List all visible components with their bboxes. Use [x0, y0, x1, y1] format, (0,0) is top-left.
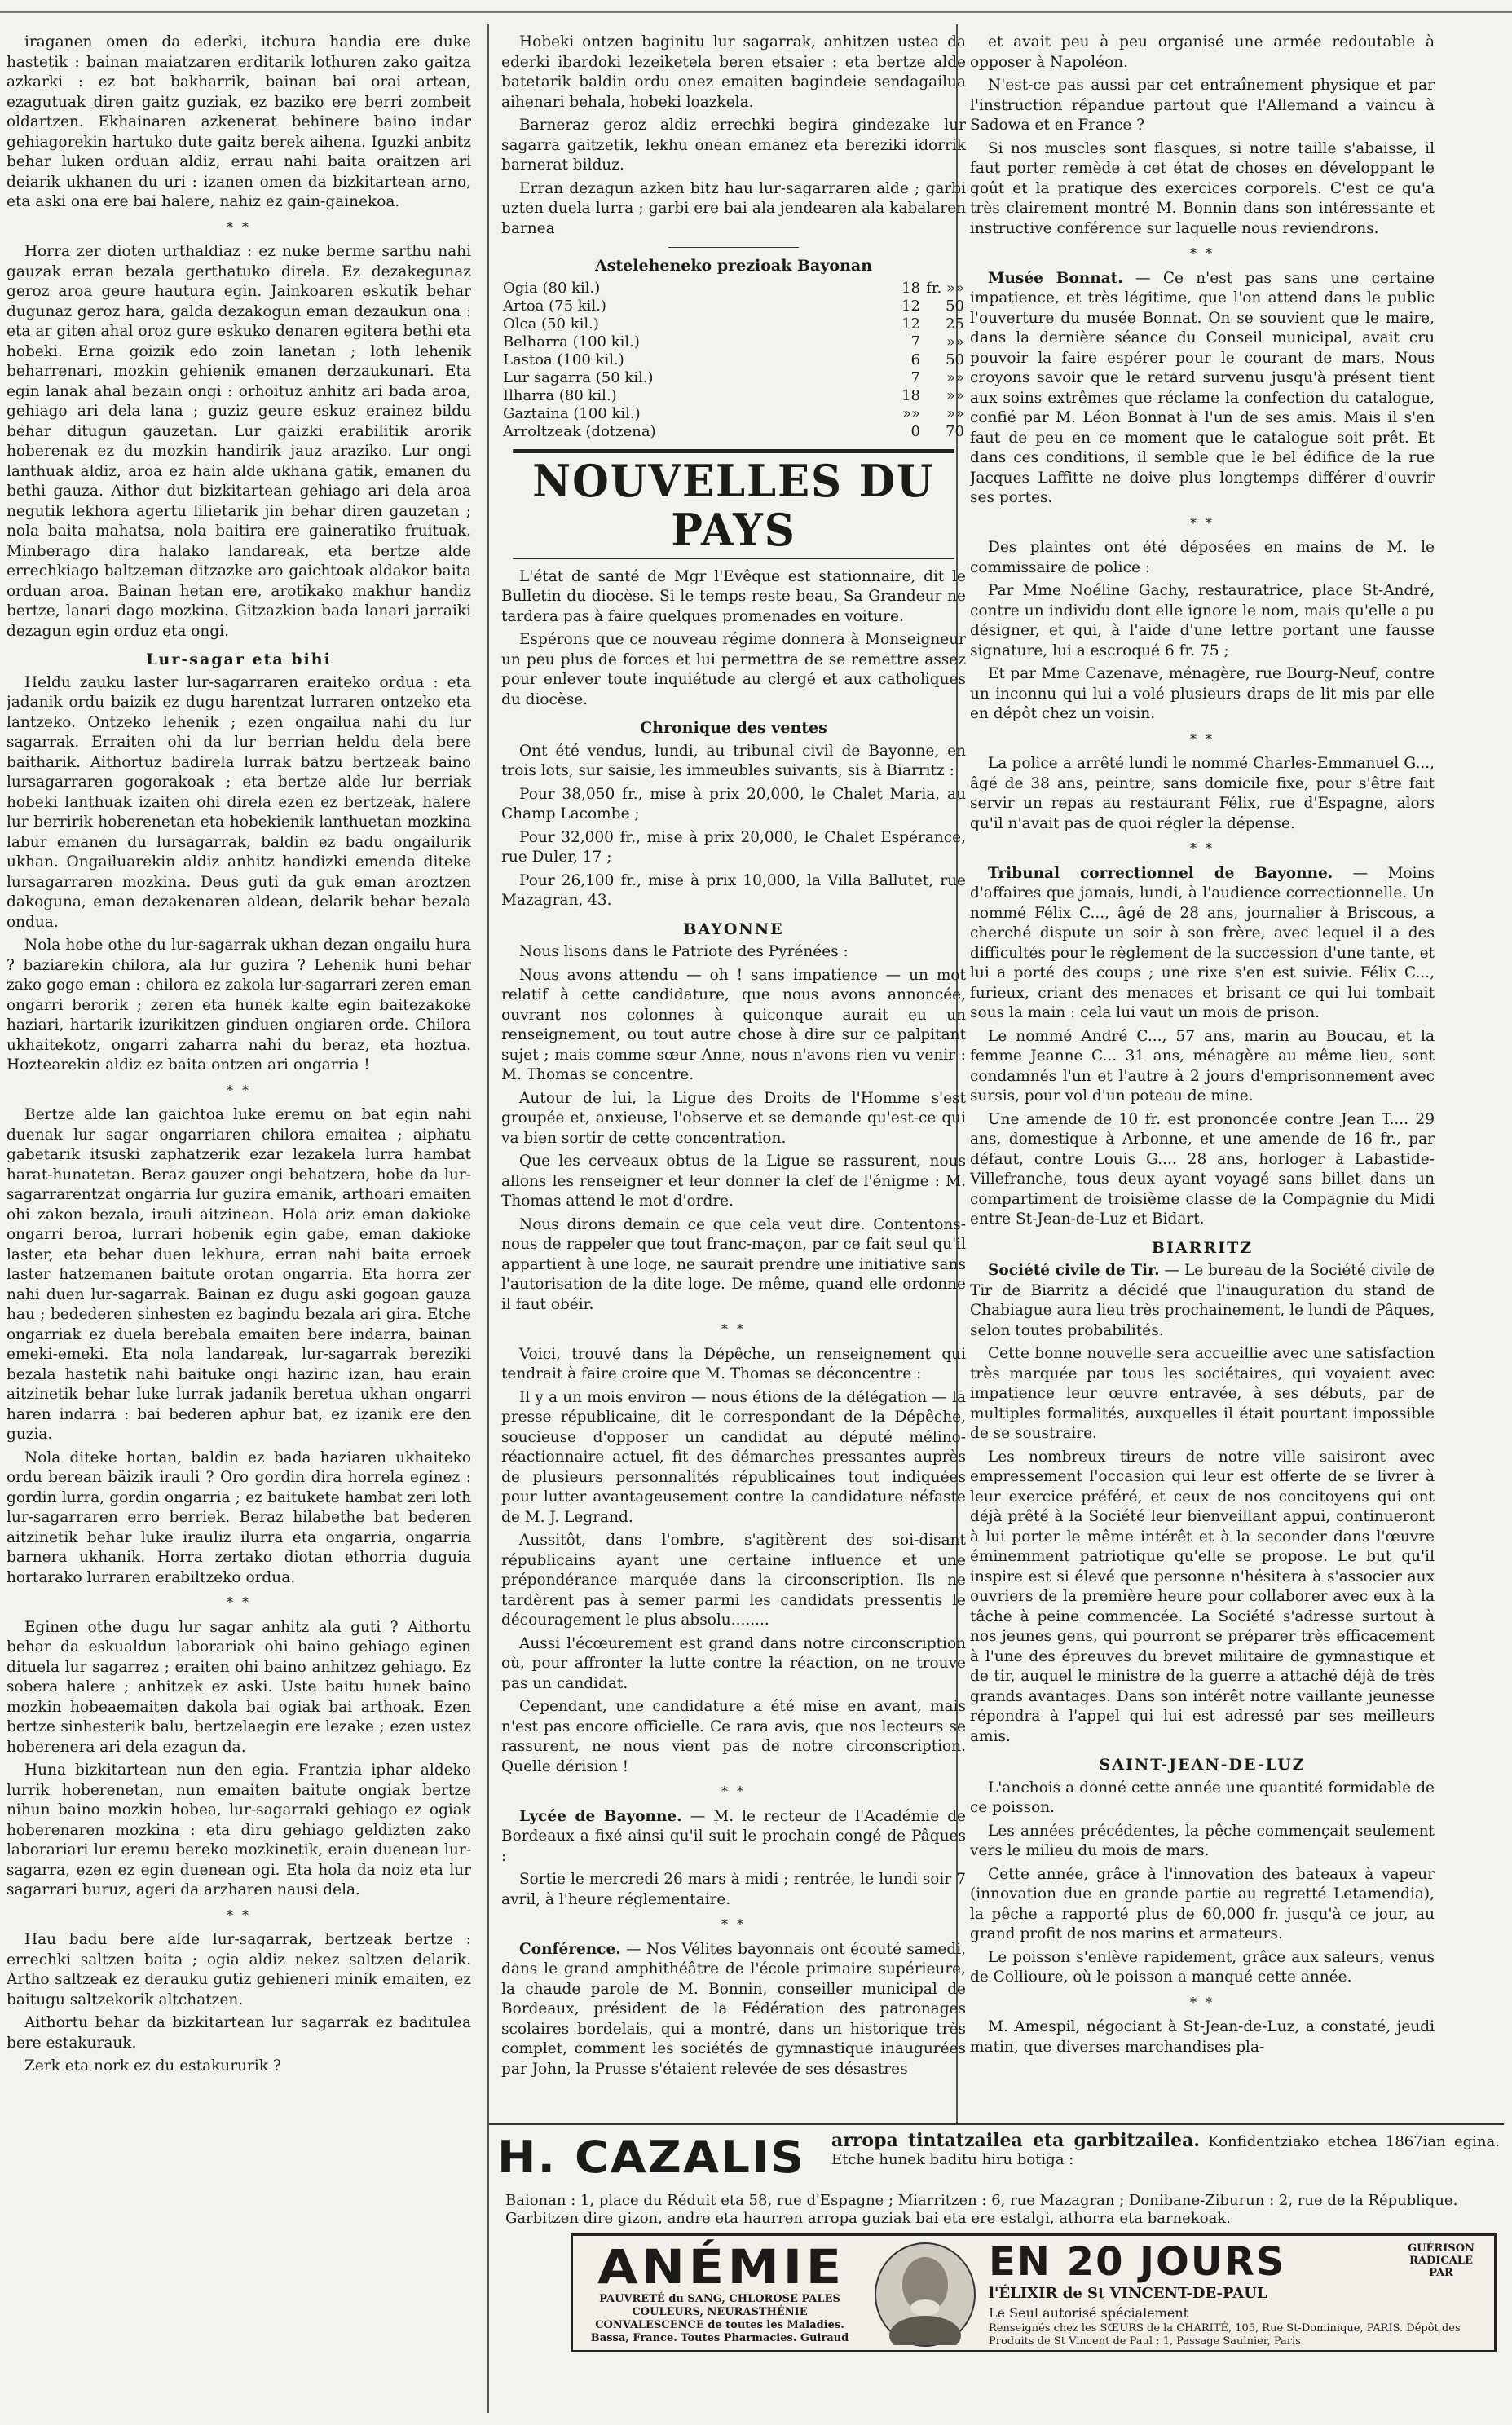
price-cents: fr. »»	[926, 279, 964, 297]
price-cents: »»	[946, 333, 964, 351]
price-value: 0	[910, 422, 920, 440]
price-item: Lur sagarra (50 kil.)	[503, 368, 654, 386]
paragraph: Le poisson s'enlève rapidement, grâce aux saleurs, venus de Collioure, où le poisson a manqué cette année.	[970, 1948, 1435, 1986]
lead: Lycée de Bayonne.	[519, 1807, 682, 1825]
price-row	[501, 351, 966, 369]
ad-anemie-depots: Renseignés chez les SŒURS de la CHARITÉ, 105, Rue St-Dominique, PARIS. Dépôt des Produits de St Vincent de Paul : 1, Passage Saulnier, Paris	[989, 2322, 1461, 2348]
paragraph: Eginen othe dugu lur sagar anhitz ala guti ? Aithortu behar da eskualdun laborariak ohi baino gehiago eginen dituela lur sagarrez ; eraiten ohi baino anhitzez gehiago. Ez sobera halere ; anhitzek ez aski. Uste baitu hunek baino mozkin hobeaemaiten dakola bai ogiak bai arthoak. Ezen bertze sinhesterik balu, bertzelaegin ere lezake ; ezen ustez hoberenera ari dela ezagun da.	[7, 1618, 471, 1756]
paragraph: Bertze alde lan gaichtoa luke eremu on bat egin nahi duenak lur sagar ongarriaren chilora emaitea ; aiphatu gabetarik itsuski zaphatzerik ezar lezakela lurra hambat harat-hunatetan. Beraz gauzer ongi behatzera, hobe da lur-sagarrarentzat ongarria lur guzira emanik, arthoari emaiten ohi zakon bezala, irauli aitzinean. Hola ariz eman dakioke ongarri beroa, lurrari hobenik egin gabe, eman dakioke laster, eta behar duen lekhura, erran nahi baita erroek laster hatzemanen baitute orotan ongarria. Eta horra zer nahi duen lur-sagarrak. Bainan ez dugu aski gogoan gauza hau ; bedederen sinhesten ez bagindu bezala ari gira. Etche ongarriak ez duela berebala emaiten bere indarra, bainan emeki-emeki. Eta nola landareak, lur-sagarrak bereziki bezala hastetik nahi baituke ongi haziric izan, hau erain aitzinetik behar luke lurrak jadanik beretua ukhan ongarri haren indarra : bai bederen aphur bat, ez izanik ere den guzia.	[7, 1106, 471, 1443]
headline-chronique: Chronique des ventes	[640, 719, 827, 737]
ad-brand: H. CAZALIS	[497, 2132, 806, 2183]
paragraph: Ont été vendus, lundi, au tribunal civil de Bayonne, en trois lots, sur saisie, les immeubles suivants, sis à Biarritz :	[501, 742, 966, 779]
price-value: 18	[901, 279, 920, 297]
price-item: Ogia (80 kil.)	[503, 279, 601, 297]
paragraph-lycee	[501, 1807, 966, 1867]
paragraph-tribunal	[970, 864, 1435, 1024]
separator: * *	[721, 1783, 747, 1799]
paragraph: Huna bizkitartean nun den egia. Frantzia iphar aldeko lurrik hoberenetan, nun emaiten baitute ongiak bertze nihun baino mozkin hobea, lur-sagarraki gehiago ez ogiak hoberenaren mozkina : eta diru gehiago geldizten zako laborariari lur eremu bereko mozkinetik, erain duenean lur-sagarra, ezen ez egin duenean ogi. Eta hola da noiz eta lur sagarrari buruz, ageri da arzharen nausi dela.	[7, 1761, 471, 1898]
paragraph: Aussitôt, dans l'ombre, s'agitèrent des soi-disant républicains ayant une certaine influence et une prépondérance marquée dans la circonscription. Ils ne tardèrent pas à semer parmi les candidats pressentis le découragement le plus absolu........	[501, 1532, 966, 1629]
paragraph: Erran dezagun azken bitz hau lur-sagarraren alde ; garbi uzten duela lurra ; garbi ere bai ala jendearen ala kabalaren barnea	[501, 179, 966, 237]
paragraph: Nous dirons demain ce que cela veut dire. Contentons-nous de rappeler que tout franc-maçon, par ce fait seul qu'il appartient à une loge, ne saurait prendre une initiative sans l'autorisation de la dite loge. De même, quand elle ordonne il faut obéir.	[501, 1215, 966, 1313]
price-row	[501, 298, 966, 315]
separator: * *	[1189, 245, 1215, 261]
lead: Conférence.	[519, 1940, 621, 1958]
advertisement-anemie	[571, 2233, 1497, 2352]
price-row	[501, 423, 966, 441]
ad-line: Konfidentziako etchea 1867ian egina. Etche hunek baditu hiru botiga :	[831, 2133, 1500, 2168]
separator: * *	[721, 1321, 747, 1337]
prices-table	[501, 280, 966, 441]
paragraph-tir	[970, 1261, 1435, 1341]
paragraph: Hobeki ontzen baginitu lur sagarrak, anhitzen ustea da ederki ibardoki lezeiketela beren etsaier : eta bertze alde batetarik baldin ordu onez emaiten bagindeie sendagailua aihenari behala, hobeki loazkela.	[501, 33, 966, 111]
paragraph: Barneraz geroz aldiz errechki begira gindezake lur sagarra gaitzetik, lekhu onean emanez eta bereziki idorrik barnerat bilduz.	[501, 117, 966, 174]
column-basque-agriculture	[7, 33, 471, 2413]
price-value: 18	[901, 386, 920, 404]
price-row	[501, 387, 966, 405]
price-value: 7	[910, 333, 920, 351]
price-item: Olca (50 kil.)	[503, 315, 599, 333]
paragraph: Que les cerveaux obtus de la Ligue se rassurent, nous allons les renseigner et leur donner la clef de l'énigme : M. Thomas attend le mot d'ordre.	[501, 1153, 966, 1210]
separator: * *	[226, 1907, 252, 1923]
paragraph: Il y a un mois environ — nous étions de la délégation — la presse républicaine, dit le correspondant de la Dépêche, soucieuse d'opposer un candidat au député mélino-réactionnaire actuel, fit des démarches pressantes auprès de plusieurs personnalités républicaines tout indiquées pour lutter avantageusement contre la candidature néfaste de M. J. Legrand.	[501, 1388, 966, 1526]
paragraph: Par Mme Noéline Gachy, restauratrice, place St-André, contre un individu dont elle ignore le nom, mais qu'elle a pu désigner, et qui, à l'aide d'une lettre portant une fausse signature, lui a escroqué 6 fr. 75 ;	[970, 582, 1435, 659]
ad-text	[831, 2132, 1500, 2169]
price-row	[501, 369, 966, 387]
price-cents: 50	[946, 297, 964, 315]
ad-addresses: Baionan : 1, place du Réduit eta 58, rue d'Espagne ; Miarritzen : 6, rue Mazagran ; Donibane-Ziburun : 2, rue de la République.	[505, 2192, 1458, 2209]
column-rule-1	[487, 24, 489, 2413]
paragraph: Si nos muscles sont flasques, si notre taille s'abaisse, il faut porter remède à cet état de choses en développant le goût et la pratique des exercices corporels. C'est ce qu'a très clairement montré M. Bonnin dans son intéressante et instructive conférence sur laquelle nous reviendrons.	[970, 139, 1435, 237]
price-item: Arroltzeak (dotzena)	[503, 422, 656, 440]
paragraph: Une amende de 10 fr. est prononcée contre Jean T.... 29 ans, domestique à Arbonne, et une amende de 16 fr., par défaut, contre Louis G.... 28 ans, horloger à Labastide-Villefranche, tous deux ayant voyagé sans billet dans un compartiment de troisième classe de la Compagnie du Midi entre St-Jean-de-Luz et Bidart.	[970, 1110, 1435, 1228]
price-value: 12	[901, 297, 920, 315]
price-cents: »»	[946, 368, 964, 386]
paragraph: Les nombreux tireurs de notre ville saisiront avec empressement l'occasion qui leur est offerte de se livrer à leur exercice préféré, et ceux de nos concitoyens qui ont déjà prêté à la Société leur bienveillant appui, continueront à lui porter le même intérêt et à la seconder dans l'œuvre éminemment patriotique qu'elle se propose. Le but qu'il inspire est si élevé que personne n'hésitera à s'associer aux ouvriers de la première heure pour collaborer avec eux à la tâche à peine commencée. La Société s'adresse surtout à nos jeunes gens, qui pourront se préparer très efficacement à l'une des épreuves du brevet militaire de gymnastique et de tir, auquel le ministre de la guerre a attaché déjà de très grands avantages. Dans son intérêt notre vaillante jeunesse répondra à l'appel qui lui est adressé par ses meilleurs amis.	[970, 1448, 1435, 1745]
text: — Le bureau de la Société civile de Tir de Biarritz a décidé que l'inauguration du stand de Chabiague aura lieu très prochainement, le lundi de Pâques, selon toutes probabilités.	[970, 1262, 1435, 1339]
paragraph: Pour 38,050 fr., mise à prix 20,000, le Chalet Maria, au Champ Lacombe ;	[501, 785, 966, 822]
separator: * *	[226, 218, 252, 235]
paragraph-musee	[970, 269, 1435, 509]
paragraph: Aithortu behar da bizkitartean lur sagarrak ez baditulea bere estakurauk.	[7, 2014, 471, 2052]
paragraph: Hau badu bere alde lur-sagarrak, bertzeak bertze : errechki saltzen baita ; ogia aldiz nekez saltzen delarik. Artho saltzeak ez derauku gutiz gehieneri minik emaiten, ez baitugu saltzekorik altchatzen.	[7, 1931, 471, 2008]
paragraph: Zerk eta nork ez du estakururik ?	[24, 2057, 281, 2074]
paragraph-conference	[501, 1940, 966, 2080]
price-value: 12	[901, 315, 920, 333]
price-value: 6	[910, 351, 920, 368]
column-nouvelles	[501, 33, 966, 2123]
price-item: Artoa (75 kil.)	[503, 297, 606, 315]
portrait-icon	[876, 2244, 974, 2345]
paragraph: Sortie le mercredi 26 mars à midi ; rentrée, le lundi soir 7 avril, à l'heure réglementaire.	[501, 1871, 966, 1908]
ad-anemie-product: l'ÉLIXIR de St VINCENT-DE-PAUL	[989, 2285, 1267, 2302]
text: — Nos Vélites bayonnais ont écouté samedi, dans le grand amphithéâtre de l'école primaire supérieure, la chaude parole de M. Bonnin, conseiller municipal de Bordeaux, président de la Fédération des patronages scolaires bordelais, qui a montré, dans un historique très complet, comment les sociétés de gymnastique inaugurées par John, la Prusse s'étaient relevée de ses désastres	[501, 1940, 966, 2078]
ad-headline: arropa tintatzailea eta garbitzailea.	[831, 2130, 1201, 2151]
price-item: Belharra (100 kil.)	[503, 333, 640, 351]
headline-biarritz: BIARRITZ	[1151, 1238, 1254, 1257]
paragraph: L'anchois a donné cette année une quantité formidable de ce poisson.	[970, 1779, 1435, 1816]
paragraph: Pour 26,100 fr., mise à prix 10,000, la Villa Ballutet, rue Mazagran, 43.	[501, 871, 966, 909]
paragraph: Des plaintes ont été déposées en mains de M. le commissaire de police :	[970, 539, 1435, 576]
paragraph: Pour 32,000 fr., mise à prix 20,000, le Chalet Espérance, rue Duler, 17 ;	[501, 828, 966, 866]
separator: * *	[1189, 840, 1215, 856]
paragraph: L'état de santé de Mgr l'Evêque est stationnaire, dit le Bulletin du diocèse. Si le temps reste beau, Sa Grandeur ne tardera pas à faire quelques promenades en voiture.	[501, 567, 966, 625]
paragraph: Nous lisons dans le Patriote des Pyrénées :	[519, 943, 849, 960]
divider	[668, 247, 799, 248]
advertisement-cazalis	[489, 2123, 1504, 2227]
lead: Société civile de Tir.	[988, 1262, 1160, 1279]
price-row	[501, 280, 966, 298]
paragraph: Autour de lui, la Ligue des Droits de l'Homme s'est groupée et, anxieuse, l'observe et se demande qu'est-ce qui va bien sortir de cette concentration.	[501, 1089, 966, 1147]
ad-anemie-title: ANÉMIE	[597, 2239, 845, 2295]
prices-title: Asteleheneko prezioak Bayonan	[594, 257, 873, 275]
portrait-illustration	[875, 2242, 976, 2347]
separator: * *	[226, 1082, 252, 1098]
price-cents: 70	[946, 422, 964, 440]
paragraph: Les années précédentes, la pêche commençait seulement vers le milieu du mois de mars.	[970, 1822, 1435, 1859]
paragraph: Aussi l'écœurement est grand dans notre circonscription où, pour affronter la lutte contre la réaction, on ne trouve pas un candidat.	[501, 1634, 966, 1692]
separator: * *	[1189, 514, 1215, 531]
paragraph: Heldu zauku laster lur-sagarraren eraiteko ordua : eta jadanik ordu baizik ez dugu harentzat lurraren ontzeko eta lantzeko. Ontzeko lehenik ; ezen ongailua nahi du lur sagarrak. Erraiten ohi da lur berrian heldu dela bere baitharik. Aithortuz badirela lurrak batzu bertzeak baino lursagarraren gogorakoak ; eta bertze alde lur berriak hobeki lanthuak izaiten ohi direla ezen ez bertzeak, halere lur berririk hoberenetan eta hobekienik lanthuetan mozkina labur emanen du lursagarrak, baldin ez badu ongailurik ukhan. Ongailuarekin aldiz anhitz handizki emenda diteke lursagarraren mozkina. Deus guti da guk eman aroztzen dakoguna, eman dezakenaren aldean, delarik behar bezala ondua.	[7, 673, 471, 931]
price-item: Gaztaina (100 kil.)	[503, 404, 641, 422]
top-border	[0, 11, 1512, 13]
price-value: 7	[910, 368, 920, 386]
paragraph: Cette année, grâce à l'innovation des bateaux à vapeur (innovation due en grande partie au regretté Letamendia), la pêche a rapporté plus de 60,000 fr. jusqu'à ce jour, au grand profit de nos marins et armateurs.	[970, 1865, 1435, 1942]
paragraph: La police a arrêté lundi le nommé Charles-Emmanuel G..., âgé de 38 ans, peintre, sans domicile fixe, pour s'être fait servir un repas au restaurant Félix, rue d'Espagne, alors qu'il n'avait pas de quoi régler la dépense.	[970, 755, 1435, 832]
section-title-nouvelles: NOUVELLES DU PAYS	[513, 449, 954, 559]
headline-lur-sagar: Lur-sagar eta bihi	[146, 650, 332, 668]
paragraph: Cette bonne nouvelle sera accueillie avec une satisfaction très marquée par tous les sociétaires, qui voyaient avec impatience leur œuvre entravée, à ses débuts, par de multiples formalités, auxquelles il était pourtant impossible de se soustraire.	[970, 1345, 1435, 1442]
price-value: »»	[901, 404, 920, 422]
price-cents: 25	[946, 315, 964, 333]
text: — M. le recteur de l'Académie de Bordeaux a fixé ainsi qu'il suit le prochain congé de Pâques :	[501, 1807, 966, 1865]
paragraph: Le nommé André C..., 57 ans, marin au Boucau, et la femme Jeanne C... 31 ans, ménagère au même lieu, sont condamnés l'un et l'autre à 2 jours d'emprisonnement avec sursis, pour vol d'un poteau de mine.	[970, 1027, 1435, 1104]
headline-bayonne: BAYONNE	[683, 919, 784, 938]
separator: * *	[721, 1916, 747, 1932]
price-item: Ilharra (80 kil.)	[503, 386, 617, 404]
paragraph: Cependant, une candidature a été mise en avant, mais n'est pas encore officielle. Ce rara avis, que nos lecteurs se rassurent, ne nous vient pas de notre circonscription. Quelle dérision !	[501, 1698, 966, 1775]
paragraph: Nous avons attendu — oh ! sans impatience — un mot relatif à cette candidature, que nous avons annoncée, ouvrant nos colonnes à quiconque aurait eu un renseignement, ou tout autre chose à dire sur ce palpitant sujet ; mais comme sœur Anne, nous n'avons rien vu venir : M. Thomas se concentre.	[501, 966, 966, 1083]
paragraph: iraganen omen da ederki, itchura handia ere duke hastetik : bainan maiatzaren erditarik lothuren zako gaitza azkarki : ez bat bakharrik, bainan bai orai artean, ezagutuak diren gaitz guziak, ez baziko ere berri zombeit oldartzen. Ekhainaren azkenerat behinere baino indar gehiagorekin hartuko dute gaitz berek aihena. Iguzki anbitz behar luken orduan aldiz, errau nahi baita oraitzen ari deiarik ukhanen du uri : izanen omen da bizkitartean arno, eta aski ona ere bai halere, nahiz ez gain-gainekoa.	[7, 33, 471, 210]
paragraph: M. Amespil, négociant à St-Jean-de-Luz, a constaté, jeudi matin, que diverses marchandises pla-	[970, 2018, 1435, 2056]
paragraph: Voici, trouvé dans la Dépêche, un renseignement qui tendrait à faire croire que M. Thomas se déconcentre :	[501, 1345, 966, 1382]
price-cents: 50	[946, 351, 964, 368]
separator: * *	[226, 1594, 252, 1610]
price-row	[501, 333, 966, 351]
price-row	[501, 315, 966, 333]
ad-anemie-tagline: Le Seul autorisé spécialement	[989, 2305, 1189, 2321]
paragraph: Et par Mme Cazenave, ménagère, rue Bourg-Neuf, contre un inconnu qui lui a volé plusieurs draps de lit mis par elle en dépôt chez un voisin.	[970, 665, 1435, 722]
separator: * *	[1189, 1994, 1215, 2010]
text: — Ce n'est pas sans une certaine impatience, et très légitime, que l'on attend dans le public l'ouverture du musée Bonnat. On se souvient que le maire, dans la dernière séance du Conseil municipal, avait cru pouvoir la faire espérer pour le courant de mars. Nous croyons savoir que le retard survenu jusqu'à présent tient aux soins extrêmes que réclame la confection du catalogue, confié par M. Léon Bonnat à l'un de ses amis. Mais il s'en faut de peu en ce moment que le catalogue soit prêt. Et dans ces conditions, il semble que le bel édifice de la rue Jacques Laffitte ne doive plus longtemps différer d'ouvrir ses portes.	[970, 269, 1435, 506]
ad-anemie-side: GUÉRISON RADICALE PAR	[1408, 2242, 1475, 2279]
price-cents: »»	[946, 404, 964, 422]
text: — Moins d'affaires que jamais, lundi, à l'audience correctionnelle. Un nommé Félix C..., âgé de 28 ans, journalier à Briscous, a cherché dispute un soir à son frère, avec lequel il a des difficultés pour le règlement de la succession d'une tante, et lui a porté des coups ; une rixe s'en est suivie. Félix C..., furieux, criant des menaces et brisant ce qui lui tombait sous la main : cela lui vaut un mois de prison.	[970, 864, 1435, 1021]
paragraph: N'est-ce pas aussi par cet entraînement physique et par l'instruction répandue partout que l'Allemand a vaincu à Sadowa et en France ?	[970, 77, 1435, 134]
ad-anemie-headline: EN 20 JOURS	[989, 2239, 1286, 2285]
ad-anemie-subtitle: PAUVRETÉ du SANG, CHLOROSE PALES COULEURS, NEURASTHÉNIE CONVALESCENCE de toutes les Maladies. Bassa, France. Toutes Pharmacies. Guiraud	[590, 2293, 849, 2344]
lead: Tribunal correctionnel de Bayonne.	[988, 864, 1333, 882]
lead: Musée Bonnat.	[988, 269, 1123, 287]
price-cents: »»	[946, 386, 964, 404]
price-row	[501, 405, 966, 423]
paragraph: Nola hobe othe du lur-sagarrak ukhan dezan ongailu hura ? baziarekin chilora, ala lur guzira ? Lehenik huni behar zako gogo eman : chilora ez zakola lur-sagarrari zeren eman ongarri berorik ; zeren eta hunek kalte egin baitezakoke haziari, hartarik izurikitzen ginduen ongiaren orde. Chilora ukhaitekotz, ongarri zaharra nahi du beraz, eta hoztua. Hoztearekin aldiz ez baita ontzen ari ongarria !	[7, 937, 471, 1074]
separator: * *	[1189, 730, 1215, 747]
paragraph: Horra zer dioten urthaldiaz : ez nuke berme sarthu nahi gauzak erran bezala gerthatuko direla. Ez dezakegunaz geroz aroa geure hautura egin. Jainkoaren eskutik behar dugunaz geroz hara, galda dezakogun eman dezaukun ona : eta ar giten ahal oroz gure eskuko denaren egitera bethi eta hobeki. Erna goizik edo zoin lanetan ; loth lehenik beharrenari, mozkin gehienik emanen derzaukunari. Eta egin lanak ahal bezain ongi : orhoituz anhitz ari bada aroa, gehiago ari dela lana ; guziz geure eskuz erainez bildu behar ditugun gauzetan. Lur gaizki erabilitik arorik hoberenak ez du mozkin handirik jauz araziko. Lur ongi lanthuak aldiz, aroa ez hain alde ukhana gatik, emanen du bethi gauza. Aithor dut bizkitartean gehiago ari dela aroa negutik lekhora agertu lilietarik jin behar diren gauzetan ; nola baita mahatsa, nola baitira ere gaineratiko fruituak. Minberago dira halako landareak, eta bertze alde errechkiago baltzeman ditzazke aro gaichtoak aldakor baita orduan aroa. Bainan hetan ere, arotikako makhur handiz bertze, lanari dago mozkina. Gitzazkion bada lanari jarraiki dezagun egin orduz eta ongi.	[7, 243, 471, 640]
paragraph: Espérons que ce nouveau régime donnera à Monseigneur un peu plus de forces et lui permettra de se remettre assez pour enlever toute inquiétude au clergé et aux catholiques du diocèse.	[501, 631, 966, 708]
headline-saint-jean-de-luz: SAINT-JEAN-DE-LUZ	[1099, 1756, 1306, 1774]
price-item: Lastoa (100 kil.)	[503, 351, 624, 368]
paragraph: et avait peu à peu organisé une armée redoutable à opposer à Napoléon.	[970, 33, 1435, 71]
ad-services: Garbitzen dire gizon, andre eta haurren arropa guziak bai eta ere estalgi, athorra eta barnekoak.	[505, 2210, 1231, 2227]
paragraph: Nola diteke hortan, baldin ez bada haziaren ukhaiteko ordu berean bäizik irauli ? Oro gordin dira horrela eginez : gordin lurra, gordin ongarria ; ez baitukete hambat zeri loth lur-sagarraren erro berriek. Beraz hilabethe bat bederen aitzinetik behar luke irauliz ilurra eta ongarria, ongarria barnera ukhanik. Horra zertako diotan ethorria duguia hortarako lurraren erabiltzeko ordua.	[7, 1448, 471, 1586]
column-local-news	[970, 33, 1435, 2123]
ad-footnote	[505, 2192, 1500, 2228]
